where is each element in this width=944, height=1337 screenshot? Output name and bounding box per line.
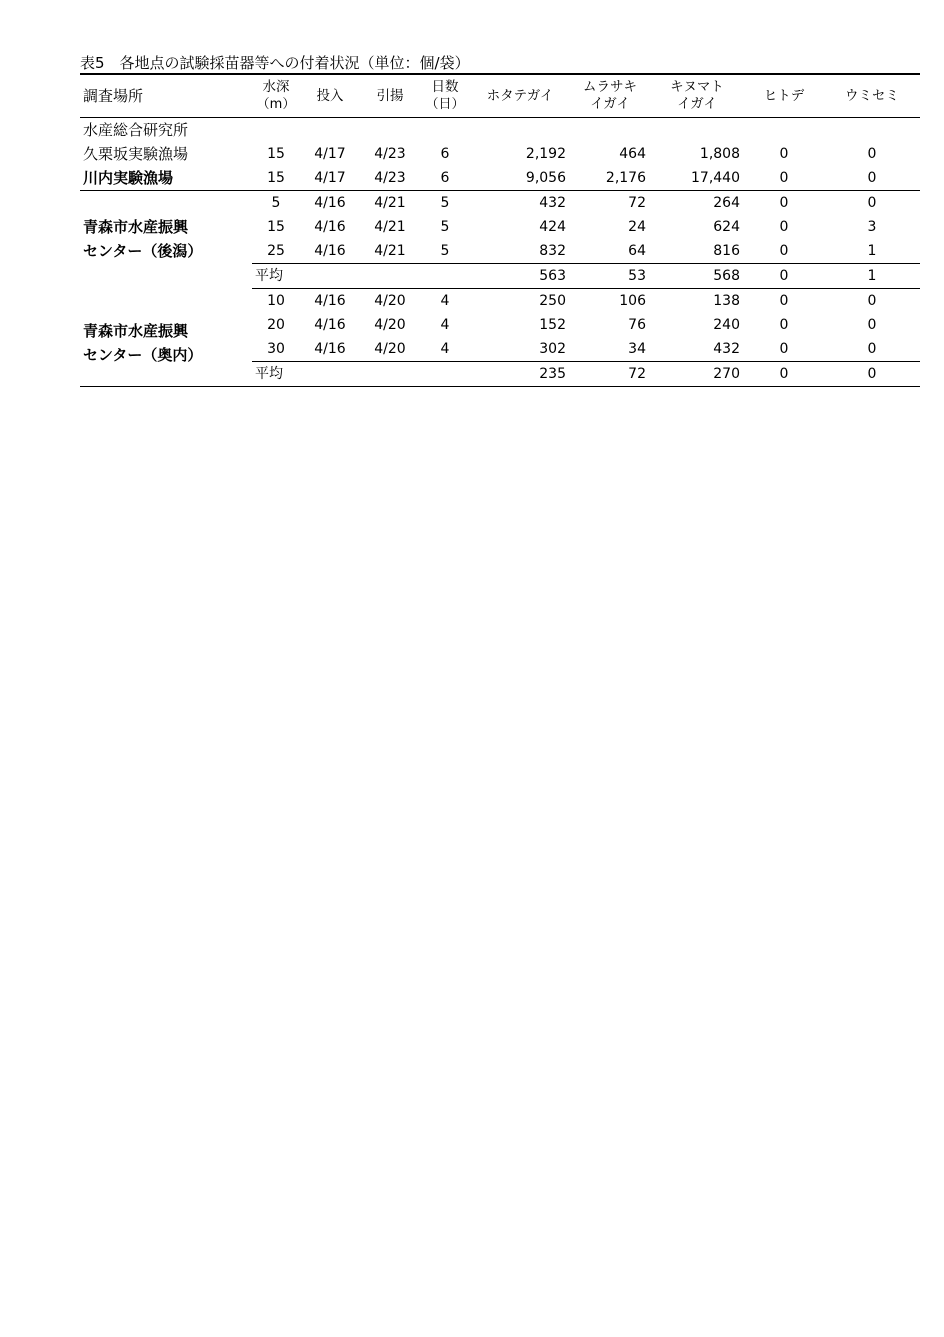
document-body xyxy=(80,53,920,387)
table-row: 青森市水産振興 センター（奥内） 10 4/16 4/20 4 250 106 138 0 0 xyxy=(80,289,920,314)
site-name: 青森市水産振興 センター（奥内） xyxy=(80,289,252,387)
table-caption: 表5 各地点の試験採苗器等への付着状況（単位：個/袋） xyxy=(80,53,920,73)
header-scallop: ホタテガイ xyxy=(470,74,570,118)
site-name: 青森市水産振興 センター（後潟） xyxy=(83,218,203,260)
header-mussel: ムラサキ イガイ xyxy=(570,74,650,118)
table-row: 15 4/16 4/21 5 424 24 624 0 3 xyxy=(267,219,877,235)
table-row: 20 4/16 4/20 4 152 76 240 0 0 xyxy=(267,317,877,333)
attachment-table xyxy=(80,73,920,387)
header-days: 日数 （日） xyxy=(420,74,470,118)
average-row: 平均 235 72 270 0 0 xyxy=(80,362,920,387)
header-row xyxy=(80,74,920,118)
header-starfish: ヒトデ xyxy=(744,74,824,118)
table-row: 久栗坂実験漁場 15 4/17 4/23 6 2,192 464 1,808 0 0 xyxy=(80,142,920,166)
table-row: 川内実験漁場 15 4/17 4/23 6 9,056 2,176 17,440 0 0 xyxy=(80,166,920,191)
table-row: 30 4/16 4/20 4 302 34 432 0 0 xyxy=(267,341,877,357)
average-row: 平均 563 53 568 0 1 xyxy=(80,264,920,289)
site-name: 久栗坂実験漁場 xyxy=(83,145,189,163)
site-name: 川内実験漁場 xyxy=(80,166,252,191)
table-row: 25 4/16 4/21 5 832 64 816 0 1 xyxy=(267,243,877,259)
header-kinuta: キヌマト イガイ xyxy=(650,74,744,118)
header-depth: 水深 （m） xyxy=(252,74,300,118)
header-seasquirt: ウミセミ xyxy=(824,74,920,118)
header-deploy: 投入 xyxy=(300,74,360,118)
table-row: 青森市水産振興 センター（後潟） 5 4/16 4/21 5 432 72 264 0 0 xyxy=(80,191,920,216)
header-site: 調査場所 xyxy=(80,74,252,118)
table-row xyxy=(80,118,920,143)
header-retrieve: 引揚 xyxy=(360,74,420,118)
site-org: 水産総合研究所 xyxy=(83,121,189,139)
